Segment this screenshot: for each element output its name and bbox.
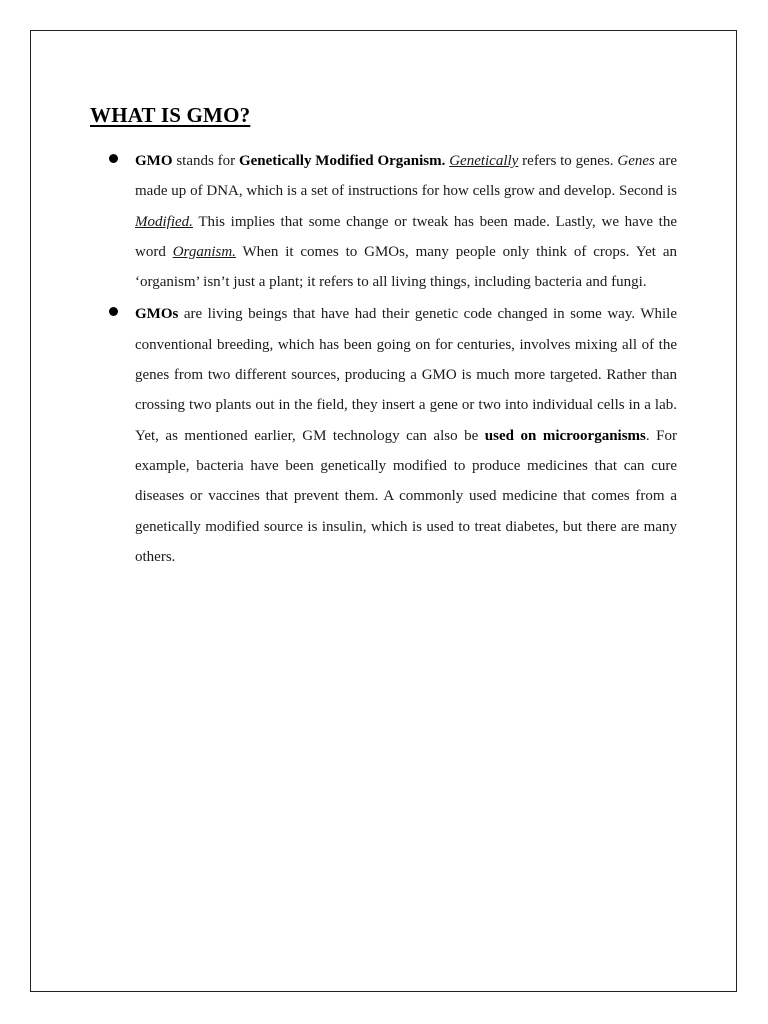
term-microorganisms: used on microorganisms: [484, 427, 646, 444]
text-run: are made up of DNA, which is a set of instructions for how cells grow and develop. Second is: [135, 153, 677, 200]
term-genetically: Genetically: [449, 153, 519, 169]
document-page: [30, 30, 737, 992]
list-item: [135, 299, 677, 572]
text-run: . For example, bacteria have been genetically modified to produce medicines that can cure diseases or vaccines that prevent them. A commonly used medicine that comes from a genetically modified source is insulin, which is used to treat diabetes, but there are many others.: [135, 427, 677, 565]
bullet-list: [135, 146, 677, 574]
text-run: stands for: [172, 153, 239, 169]
bullet-icon: [109, 307, 118, 316]
bullet-icon: [109, 154, 118, 163]
text-run: are living beings that have had their genetic code changed in some way. While conventional breeding, which has been going on for centuries, involves mixing all of the genes from two different sources, producing a GMO is much more targeted. Rather than crossing two plants out in the field, they insert a gene or two into individual cells in a lab. Yet, as mentioned earlier, GM technology can also be: [135, 306, 677, 444]
term-modified: Modified.: [135, 213, 193, 230]
term-genes: Genes: [617, 153, 655, 169]
text-run: .: [441, 153, 450, 169]
term-organism: Organism.: [172, 243, 236, 260]
text-run: refers to genes.: [518, 153, 618, 169]
term-gmos: GMOs: [135, 306, 179, 323]
text-run: This implies that some change or tweak has been made. Lastly, we have the word: [135, 213, 677, 260]
text-run: When it comes to GMOs, many people only think of crops. Yet an ‘organism’ isn’t just a plant; it refers to all living things, including bacteria and fungi.: [135, 243, 677, 291]
document-title: WHAT IS GMO?: [90, 103, 251, 127]
list-item: [135, 146, 677, 297]
term-full-name: Genetically Modified Organism: [238, 153, 442, 169]
term-gmo: GMO: [135, 153, 173, 169]
